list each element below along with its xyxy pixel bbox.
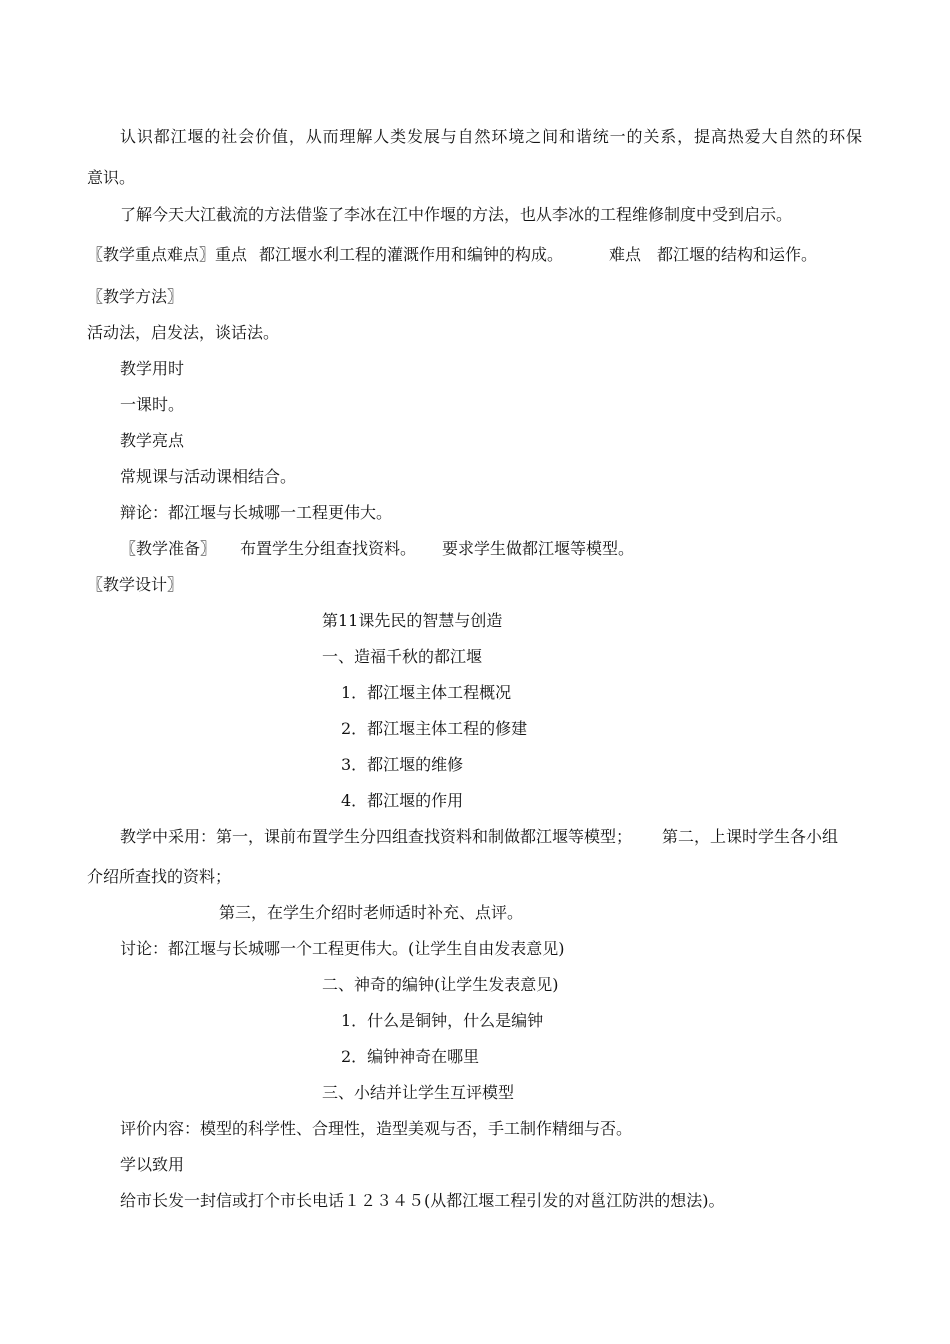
discussion-text: 讨论：都江堰与长城哪一个工程更伟大。(让学生自由发表意见) <box>120 939 565 958</box>
method-line-1a: 教学中采用：第一，课前布置学生分四组查找资料和制做都江堰等模型； <box>120 827 633 846</box>
methods-text: 活动法，启发法，谈话法。 <box>87 323 280 342</box>
preparation-line <box>120 539 634 559</box>
preparation-item-1: 布置学生分组查找资料。 <box>240 539 417 558</box>
objective-line-1: 认识都江堰的社会价值，从而理解人类发展与自然环境之间和谐统一的关系，提高热爱大自然的环保 <box>120 127 862 146</box>
section-1-item-3: 3．都江堰的维修 <box>341 755 464 774</box>
objective-line-1-continued: 意识。 <box>87 168 136 187</box>
evaluation-text: 评价内容：模型的科学性、合理性，造型美观与否，手工制作精细与否。 <box>120 1119 633 1138</box>
apply-text: 给市长发一封信或打个市长电话１２３４５(从都江堰工程引发的对邕江防洪的想法)。 <box>120 1191 725 1210</box>
section-1-item-4: 4．都江堰的作用 <box>341 791 464 810</box>
preparation-item-2: 要求学生做都江堰等模型。 <box>442 539 635 558</box>
highlights-text-2: 辩论：都江堰与长城哪一工程更伟大。 <box>120 503 393 522</box>
methods-heading: 〖教学方法〗 <box>87 287 184 306</box>
design-heading: 〖教学设计〗 <box>87 575 184 594</box>
section-1-heading: 一、造福千秋的都江堰 <box>322 647 483 666</box>
key-points-text: 都江堰水利工程的灌溉作用和编钟的构成。 <box>259 245 564 264</box>
method-line-2: 第三，在学生介绍时老师适时补充、点评。 <box>219 903 524 922</box>
objective-line-2: 了解今天大江截流的方法借鉴了李冰在江中作堰的方法，也从李冰的工程维修制度中受到启示。 <box>120 205 793 224</box>
time-heading: 教学用时 <box>120 359 185 378</box>
highlights-text-1: 常规课与活动课相结合。 <box>120 467 297 486</box>
key-points-label: 〖教学重点难点〗重点 <box>87 245 248 264</box>
method-line-1-continued: 介绍所查找的资料； <box>87 867 232 886</box>
preparation-label: 〖教学准备〗 <box>120 539 217 558</box>
method-line-1 <box>120 827 838 847</box>
section-3-heading: 三、小结并让学生互评模型 <box>322 1083 515 1102</box>
difficulty-text: 都江堰的结构和运作。 <box>657 245 818 264</box>
section-2-item-2: 2．编钟神奇在哪里 <box>341 1047 480 1066</box>
section-1-item-2: 2．都江堰主体工程的修建 <box>341 719 528 738</box>
lesson-title: 第11课先民的智慧与创造 <box>322 611 503 630</box>
time-text: 一课时。 <box>120 395 185 414</box>
apply-heading: 学以致用 <box>120 1155 185 1174</box>
key-points-line <box>87 245 817 265</box>
method-line-1b: 第二，上课时学生各小组 <box>662 827 839 846</box>
difficulty-label: 难点 <box>609 245 642 264</box>
section-2-item-1: 1．什么是铜钟，什么是编钟 <box>341 1011 544 1030</box>
highlights-heading: 教学亮点 <box>120 431 185 450</box>
section-2-heading: 二、神奇的编钟(让学生发表意见) <box>322 975 559 994</box>
section-1-item-1: 1．都江堰主体工程概况 <box>341 683 512 702</box>
